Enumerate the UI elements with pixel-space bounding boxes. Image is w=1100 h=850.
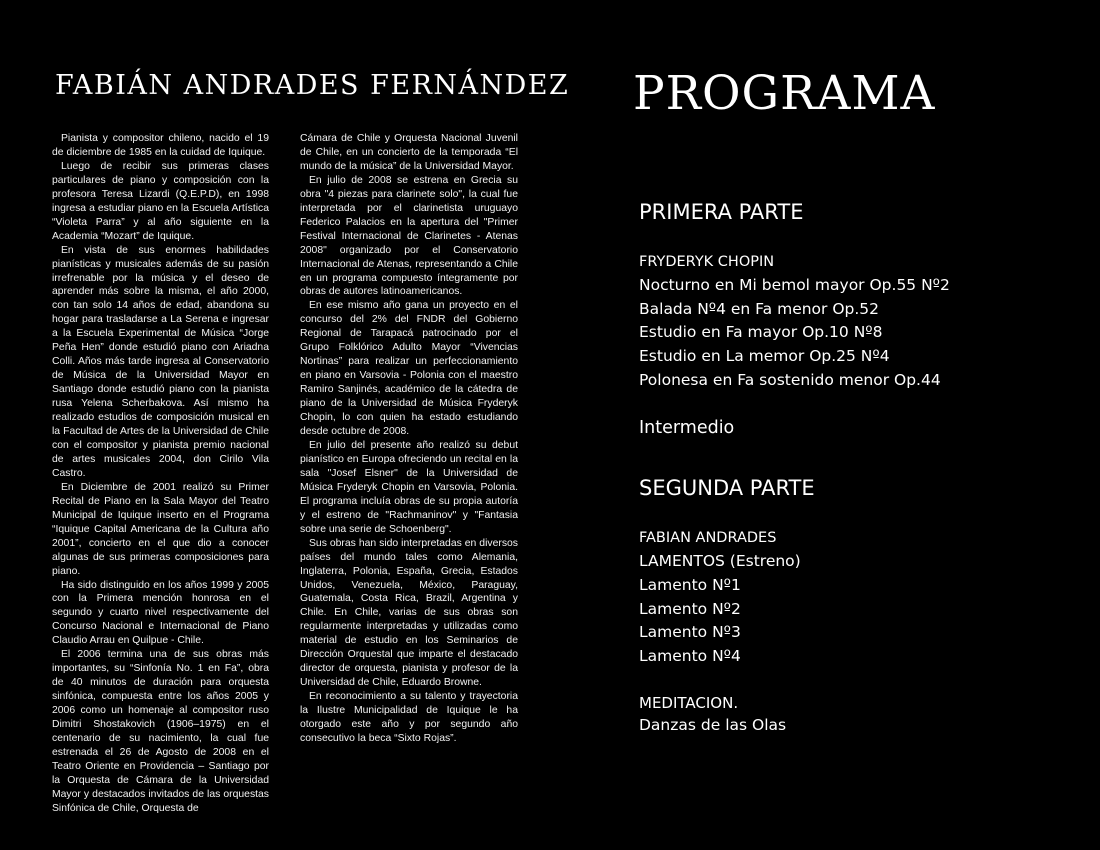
bio-paragraph: Luego de recibir sus primeras clases particulares de piano y composición con la profesora Teresa Lizardi (Q.E.P.D), en 1998 ingresa a estudiar piano en la Escuela Artística “Violeta Parra” y al año siguiente en la Academia “Mozart” de Iquique.	[52, 160, 269, 242]
work-item: Balada Nº4 en Fa menor Op.52	[639, 299, 880, 318]
bio-paragraph: El 2006 termina una de sus obras más importantes, su “Sinfonía No. 1 en Fa”, obra de 40 minutos de duración para orquesta sinfónica, compuesta entre los años 2005 y 2006 como un homenaje al compositor ruso Dimitri Shostakovich (1906–1975) en el centenario de su nacimiento, la cual fue estrenada el 26 de Agosto de 2008 en el Teatro Oriente en Providencia – Santiago por la Orquesta de Cámara de la Universidad Mayor y destacados invitados de las orquestas Sinfónica de Chile, Orquesta de	[52, 649, 269, 814]
work-item: Polonesa en Fa sostenido menor Op.44	[639, 370, 941, 389]
composer-andrades: FABIAN ANDRADES	[639, 530, 777, 546]
meditacion-label: MEDITACION.	[639, 694, 739, 712]
lamentos-title: LAMENTOS (Estreno)	[639, 552, 801, 570]
work-item: Nocturno en Mi bemol mayor Op.55 Nº2	[639, 276, 950, 294]
bio-paragraph: En ese mismo año gana un proyecto en el concurso del 2% del FNDR del Gobierno Regional de Tarapacá patrocinado por el Grupo Folklórico Adulto Mayor “Vivencias Nortinas” para realizar un perfeccionamiento en piano en Varsovia - Polonia con el maestro Ramiro Sanjinés, académico de la cátedra de piano de la Universidad de Música Fryderyk Chopin, lo con quien ha estado estudiando desde octubre de 2008.	[300, 300, 518, 438]
programa-title: PROGRAMA	[633, 66, 936, 121]
work-item: Estudio en La memor Op.25 Nº4	[639, 347, 890, 366]
composer-chopin: FRYDERYK CHOPIN	[639, 254, 775, 270]
lamento-item: Lamento Nº2	[639, 599, 741, 618]
bio-column-left	[52, 132, 269, 816]
primera-parte-works	[639, 274, 1069, 393]
intermedio-label: Intermedio	[639, 418, 735, 438]
bio-column-right	[300, 132, 518, 746]
bio-paragraph: Ha sido distinguido en los años 1999 y 2005 con la Primera mención honrosa en el segundo y cuarto nivel respectivamente del Concurso Nacional e Internacional de Piano Claudio Arrau en Quilpue - Chile.	[52, 579, 269, 647]
bio-paragraph: En Diciembre de 2001 realizó su Primer Recital de Piano en la Sala Mayor del Teatro Municipal de Iquique inserto en el Programa “Iquique Capital Americana de la Cultura año 2001”, concierto en el que dio a conocer algunas de sus primeras composiciones para piano.	[52, 481, 269, 577]
bio-paragraph: Sus obras han sido interpretadas en diversos países del mundo tales como Alemania, Inglaterra, Polonia, España, Grecia, Estados Unidos, Venezuela, México, Paraguay, Guatemala, Costa Rica, Brazil, Argentina y Chile. En Chile, varias de sus obras son regularmente interpretadas y utilizadas como material de estudio en los Seminarios de Dirección Orquestal que imparte el destacado director de orquesta, pianista y profesor de la Universidad de Chile, Eduardo Browne.	[300, 537, 518, 689]
bio-paragraph-continued: Cámara de Chile y Orquesta Nacional Juvenil de Chile, en un concierto de la temporada “El mundo de la música” de la Universidad Mayor.	[300, 133, 518, 172]
danzas-label: Danzas de las Olas	[639, 716, 787, 734]
work-item: Estudio en Fa mayor Op.10 Nº8	[639, 323, 883, 342]
lamento-item: Lamento Nº1	[639, 576, 741, 594]
bio-paragraph: Pianista y compositor chileno, nacido el 19 de diciembre de 1985 en la cuidad de Iquique.	[52, 133, 269, 158]
segunda-parte-heading: SEGUNDA PARTE	[639, 476, 815, 500]
bio-paragraph: En julio de 2008 se estrena en Grecia su obra "4 piezas para clarinete solo", la cual fue interpretada por el clarinetista uruguayo Federico Palacios en la apertura del "Primer Festival Internacional de Clarinetes - Atenas 2008" organizado por el Conservatorio Internacional de Atenas, representando a Chile en un programa compuesto íntegramente por obras de autores latinoamericanos.	[300, 174, 518, 298]
bio-paragraph: En reconocimiento a su talento y trayectoria la Ilustre Municipalidad de Iquique le ha otorgado este año y por segundo año consecutivo la beca “Sixto Rojas”.	[300, 691, 518, 744]
primera-parte-heading: PRIMERA PARTE	[639, 200, 804, 224]
lamento-item: Lamento Nº3	[639, 623, 741, 642]
lamento-item: Lamento Nº4	[639, 647, 741, 666]
bio-title: FABIÁN ANDRADES FERNÁNDEZ	[55, 70, 570, 101]
bio-paragraph: En julio del presente año realizó su debut pianístico en Europa ofreciendo un recital en la sala "Josef Elsner" de la Universidad de Música Fryderyk Chopin en Varsovia, Polonia. El programa incluía obras de su propia autoría y el estreno de "Rachmaninov" y "Fantasia sobre una serie de Schoenberg".	[300, 439, 518, 535]
lamentos-list	[639, 574, 1069, 669]
bio-paragraph: En vista de sus enormes habilidades pianísticas y musicales además de su pasión irrefrenable por la música y el deseo de aprender más sobre la misma, el año 2000, con tan solo 14 años de edad, abandona su hogar para trasladarse a La Serena e ingresar a la Escuela Experimental de Música “Jorge Peña Hen” donde estudió piano con Ariadna Colli. Años más tarde ingresa al Conservatorio de Música de la Universidad Mayor en Santiago donde estudió piano con la pianista rusa Yelena Scherbakova. Así mismo ha realizado estudios de composición musical en la Facultad de Artes de la Universidad de Chile con el compositor y pianista premio nacional de artes musicales 2004, don Cirilo Vila Castro.	[52, 244, 269, 479]
